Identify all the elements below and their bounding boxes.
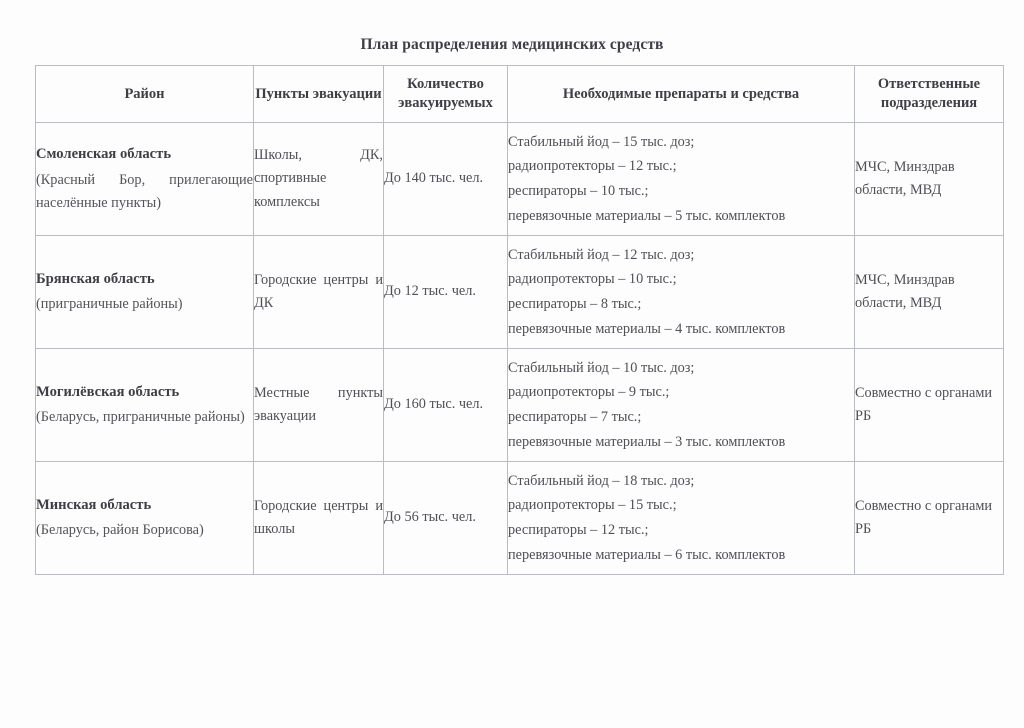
column-header-evacuee-count: Количество эвакуируемых bbox=[384, 66, 508, 123]
responsible-units-text: Совместно с органами РБ bbox=[855, 497, 993, 537]
table-row bbox=[36, 123, 1004, 236]
cell-evacuation-points bbox=[254, 349, 384, 462]
supply-line: респираторы – 12 тыс.; bbox=[508, 522, 649, 538]
evacuee-count-text: До 140 тыс. чел. bbox=[384, 170, 484, 187]
region-name: Минская область bbox=[36, 496, 152, 513]
column-header-evacuation-points: Пункты эвакуации bbox=[254, 66, 384, 123]
cell-responsible-units bbox=[855, 123, 1004, 236]
region-subtitle: (Красный Бор, прилегающие населённые пункты) bbox=[36, 171, 253, 211]
cell-required-supplies bbox=[508, 462, 855, 575]
region-name: Могилёвская область bbox=[36, 383, 180, 400]
supply-line: радиопротекторы – 9 тыс.; bbox=[508, 384, 670, 401]
supply-line: перевязочные материалы – 4 тыс. комплектов bbox=[508, 320, 786, 337]
cell-required-supplies bbox=[508, 349, 855, 462]
region-name: Смоленская область bbox=[36, 146, 172, 163]
evacuation-points-text: Местные пункты эвакуации bbox=[254, 384, 383, 424]
supply-line: респираторы – 8 тыс.; bbox=[508, 296, 642, 312]
table-header-row bbox=[36, 66, 1004, 123]
cell-responsible-units bbox=[855, 462, 1004, 575]
table-row bbox=[36, 462, 1004, 575]
evacuation-points-text: Городские центры и школы bbox=[254, 497, 383, 537]
cell-responsible-units bbox=[855, 349, 1004, 462]
supply-line: респираторы – 7 тыс.; bbox=[508, 409, 642, 425]
evacuee-count-text: До 12 тыс. чел. bbox=[384, 283, 476, 300]
region-subtitle: (Беларусь, приграничные районы) bbox=[36, 409, 245, 426]
supply-line: респираторы – 10 тыс.; bbox=[508, 183, 649, 199]
supply-line: перевязочные материалы – 6 тыс. комплектов bbox=[508, 546, 786, 563]
evacuee-count-text: До 56 тыс. чел. bbox=[384, 509, 476, 526]
table-header bbox=[36, 66, 1004, 123]
table-body bbox=[36, 123, 1004, 575]
evacuation-points-text: Школы, ДК, спортивные комплексы bbox=[254, 147, 383, 210]
evacuation-points-text: Городские центры и ДК bbox=[254, 271, 383, 311]
supply-line: Стабильный йод – 18 тыс. доз; bbox=[508, 472, 695, 489]
supply-line: радиопротекторы – 10 тыс.; bbox=[508, 271, 677, 288]
cell-evacuation-points bbox=[254, 123, 384, 236]
supply-line: перевязочные материалы – 3 тыс. комплектов bbox=[508, 433, 786, 450]
cell-responsible-units bbox=[855, 236, 1004, 349]
cell-region bbox=[36, 349, 254, 462]
column-header-required-supplies: Необходимые препараты и средства bbox=[508, 66, 855, 123]
supply-line: радиопротекторы – 12 тыс.; bbox=[508, 158, 677, 175]
cell-evacuation-points bbox=[254, 462, 384, 575]
responsible-units-text: МЧС, Минздрав области, МВД bbox=[855, 158, 955, 198]
page-title: План распределения медицинских средств bbox=[360, 36, 664, 53]
supply-line: радиопротекторы – 15 тыс.; bbox=[508, 497, 677, 514]
responsible-units-text: МЧС, Минздрав области, МВД bbox=[855, 271, 955, 311]
table-row bbox=[36, 236, 1004, 349]
cell-evacuee-count bbox=[384, 349, 508, 462]
distribution-plan-table bbox=[35, 65, 1004, 575]
cell-evacuation-points bbox=[254, 236, 384, 349]
supply-line: Стабильный йод – 10 тыс. доз; bbox=[508, 359, 695, 376]
region-name: Брянская область bbox=[36, 270, 155, 287]
supply-line: перевязочные материалы – 5 тыс. комплектов bbox=[508, 207, 786, 224]
region-subtitle: (Беларусь, район Борисова) bbox=[36, 522, 204, 539]
table-row bbox=[36, 349, 1004, 462]
column-header-responsible-units: Ответственные подразделения bbox=[855, 66, 1004, 123]
cell-region bbox=[36, 236, 254, 349]
supply-line: Стабильный йод – 12 тыс. доз; bbox=[508, 246, 695, 263]
responsible-units-text: Совместно с органами РБ bbox=[855, 384, 993, 424]
cell-required-supplies bbox=[508, 123, 855, 236]
cell-evacuee-count bbox=[384, 236, 508, 349]
cell-evacuee-count bbox=[384, 123, 508, 236]
evacuee-count-text: До 160 тыс. чел. bbox=[384, 396, 484, 413]
region-subtitle: (приграничные районы) bbox=[36, 296, 183, 313]
cell-region bbox=[36, 462, 254, 575]
supply-line: Стабильный йод – 15 тыс. доз; bbox=[508, 133, 695, 150]
column-header-region: Район bbox=[36, 66, 254, 123]
cell-evacuee-count bbox=[384, 462, 508, 575]
cell-region bbox=[36, 123, 254, 236]
cell-required-supplies bbox=[508, 236, 855, 349]
